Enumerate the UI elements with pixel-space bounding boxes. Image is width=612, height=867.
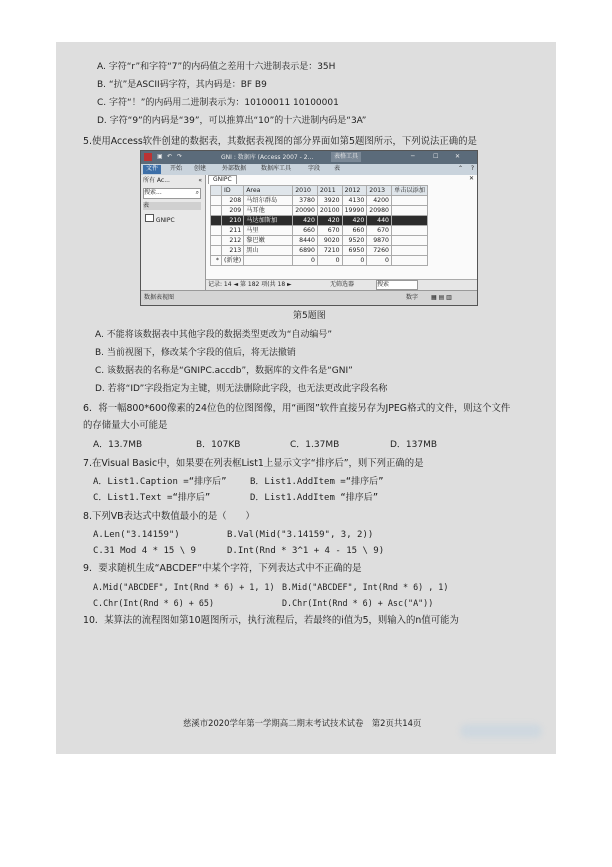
- q7-option-c: C．List1.Text =“排序后”: [93, 493, 211, 503]
- cell[interactable]: 6890: [293, 246, 318, 256]
- navigation-pane: [141, 175, 206, 290]
- question-5: 5.使用Access软件创建的数据表，其数据表视图的部分界面如第5题图所示，下列说法正确的是: [83, 136, 477, 147]
- close-table-icon[interactable]: ✕: [468, 175, 474, 182]
- maximize-icon[interactable]: ☐: [433, 153, 439, 160]
- cell[interactable]: 7210: [317, 246, 342, 256]
- column-header[interactable]: 2012: [342, 186, 367, 196]
- question-6: 6．将一幅800*600像素的24位色的位图图像，用“画图”软件直接另存为JPEG格式的文件，则这个文件: [83, 403, 511, 414]
- tab-database-tools[interactable]: 数据库工具: [261, 165, 292, 172]
- window-title: GNI : 数据库 (Access 2007 - 2...: [221, 154, 314, 161]
- cell[interactable]: 0: [317, 256, 342, 266]
- column-header[interactable]: ID: [222, 186, 244, 196]
- q7-option-d: D．List1.AddItem “排序后”: [250, 493, 379, 503]
- exam-page: [56, 42, 556, 754]
- q9-option-d: D.Chr(Int(Rnd * 6) + Asc("A")): [282, 598, 434, 608]
- redo-icon[interactable]: ↷: [177, 153, 183, 160]
- cell[interactable]: 0: [293, 256, 318, 266]
- nav-pane-toggle-icon[interactable]: «: [198, 177, 202, 184]
- cell[interactable]: 209: [222, 206, 244, 216]
- tab-home[interactable]: 开始: [170, 165, 183, 172]
- cell[interactable]: 马里: [244, 226, 293, 236]
- cell[interactable]: 660: [342, 226, 367, 236]
- cell[interactable]: 212: [222, 236, 244, 246]
- cell[interactable]: 马达加斯加: [244, 216, 293, 226]
- tab-table[interactable]: 表: [334, 165, 341, 172]
- cell[interactable]: 213: [222, 246, 244, 256]
- cell[interactable]: 420: [342, 216, 367, 226]
- cell[interactable]: 20100: [317, 206, 342, 216]
- figure-caption: 第5题图: [293, 311, 326, 321]
- option-d-line: D. 字符“9”的内码是“39”，可以推算出“10”的十六进制内码是“3A”: [97, 116, 367, 126]
- tab-create[interactable]: 创建: [194, 165, 207, 172]
- q7-option-a: A．List1.Caption =“排序后”: [93, 477, 227, 487]
- status-numlock-label: 数字: [406, 294, 419, 301]
- table-row[interactable]: [211, 206, 428, 216]
- cell[interactable]: 670: [367, 226, 392, 236]
- option-a-line: A. 字符“r”和字符“7”的内码值之差用十六进制表示是：35H: [97, 62, 336, 72]
- ribbon-collapse-icon[interactable]: ⌃: [457, 165, 463, 172]
- title-bar: [141, 151, 477, 164]
- cell[interactable]: 马绍尔群岛: [244, 196, 293, 206]
- cell[interactable]: 208: [222, 196, 244, 206]
- tab-external-data[interactable]: 外部数据: [222, 165, 247, 172]
- nav-search-placeholder: 搜索...: [144, 189, 162, 196]
- record-search-input[interactable]: 搜索: [376, 280, 418, 290]
- redacted-area: [460, 724, 542, 738]
- cell[interactable]: 9870: [367, 236, 392, 246]
- question-6-cont: 的存储量大小可能是: [83, 420, 168, 431]
- table-row[interactable]: [211, 226, 428, 236]
- cell[interactable]: 440: [367, 216, 392, 226]
- record-navigation-bar: [206, 279, 477, 290]
- access-app-icon: [144, 153, 152, 161]
- status-view-label: 数据表视图: [144, 294, 175, 301]
- cell[interactable]: 20980: [367, 206, 392, 216]
- option-c-line: C. 字符“！”的内码用二进制表示为：10100011 10100001: [97, 98, 339, 108]
- table-row[interactable]: [211, 196, 428, 206]
- cell[interactable]: 670: [317, 226, 342, 236]
- q8-option-b: B.Val(Mid("3.14159", 3, 2)): [227, 530, 374, 540]
- cell[interactable]: 马耳他: [244, 206, 293, 216]
- q6-option-c: C．1.37MB: [290, 440, 340, 450]
- status-bar: [141, 290, 477, 305]
- cell[interactable]: 19990: [342, 206, 367, 216]
- q6-option-d: D．137MB: [390, 440, 438, 450]
- column-header[interactable]: Area: [244, 186, 293, 196]
- q5-option-b: B. 当前视图下，修改某个字段的值后，将无法撤销: [95, 348, 296, 358]
- q5-option-a: A. 不能将该数据表中其他字段的数据类型更改为“自动编号”: [95, 330, 333, 340]
- option-b-line: B. “抗”是ASCII码字符，其内码是：BF B9: [97, 80, 267, 90]
- cell[interactable]: 420: [293, 216, 318, 226]
- q6-option-b: B．107KB: [196, 440, 241, 450]
- record-navigator[interactable]: 记录: 14 ◄ 第 182 项(共 18 ►: [208, 281, 292, 288]
- undo-icon[interactable]: ↶: [167, 153, 173, 160]
- nav-group-tables[interactable]: 表: [143, 202, 201, 210]
- cell[interactable]: 黎巴嫩: [244, 236, 293, 246]
- cell[interactable]: 9020: [317, 236, 342, 246]
- cell[interactable]: 660: [293, 226, 318, 236]
- q8-option-c: C.31 Mod 4 * 15 \ 9: [93, 546, 196, 556]
- table-icon: [145, 214, 154, 222]
- datasheet-area: [206, 175, 477, 290]
- question-8: 8.下列VB表达式中数值最小的是（ ）: [83, 511, 255, 522]
- q8-option-a: A.Len("3.14159"): [93, 530, 180, 540]
- cell[interactable]: 211: [222, 226, 244, 236]
- q5-option-c: C. 该数据表的名称是“GNIPC.accdb”，数据库的文件名是“GNI”: [95, 366, 353, 376]
- nav-search-input[interactable]: [143, 188, 201, 199]
- close-icon[interactable]: ✕: [455, 153, 461, 160]
- tab-fields[interactable]: 字段: [308, 165, 321, 172]
- tab-file[interactable]: 文件: [143, 165, 161, 174]
- question-9: 9．要求随机生成“ABCDEF”中某个字符，下列表达式中不正确的是: [83, 563, 362, 574]
- cell[interactable]: 8440: [293, 236, 318, 246]
- cell[interactable]: 3780: [293, 196, 318, 206]
- ribbon-tabs: [141, 164, 477, 175]
- cell[interactable]: 0: [342, 256, 367, 266]
- nav-item-label: GNIPC: [155, 217, 175, 224]
- question-10: 10．某算法的流程图如第10题图所示，执行流程后，若最终的i值为5，则输入的n值可能为: [83, 615, 459, 626]
- question-7: 7.在Visual Basic中，如果要在列表框List1上显示文字“排序后”，则下列正确的是: [83, 458, 424, 469]
- q6-option-a: A．13.7MB: [93, 440, 143, 450]
- help-icon[interactable]: ?: [470, 165, 474, 172]
- q7-option-b: B．List1.AddItem =“排序后”: [250, 477, 384, 487]
- q5-option-d: D. 若将“ID”字段指定为主键，则无法删除此字段，也无法更改此字段名称: [95, 384, 388, 394]
- nav-pane-header[interactable]: 所有 Ac...: [143, 177, 170, 184]
- cell[interactable]: 7260: [367, 246, 392, 256]
- cell[interactable]: 420: [317, 216, 342, 226]
- filter-indicator[interactable]: 无筛选器: [330, 281, 355, 288]
- q8-option-d: D.Int(Rnd * 3^1 + 4 - 15 \ 9): [227, 546, 385, 556]
- cell[interactable]: 20090: [293, 206, 318, 216]
- cell[interactable]: 6950: [342, 246, 367, 256]
- access-window-figure: [140, 150, 478, 306]
- object-tab-gnipc[interactable]: GNIPC: [208, 175, 237, 184]
- cell[interactable]: 4200: [367, 196, 392, 206]
- column-header[interactable]: 2010: [293, 186, 318, 196]
- add-column-header[interactable]: 单击以添加: [391, 186, 427, 196]
- cell[interactable]: 210: [222, 216, 244, 226]
- table-row[interactable]: [211, 236, 428, 246]
- cell[interactable]: 黑山: [244, 246, 293, 256]
- header-row: [211, 186, 428, 196]
- cell[interactable]: 3920: [317, 196, 342, 206]
- table-row[interactable]: [211, 246, 428, 256]
- minimize-icon[interactable]: ─: [411, 153, 415, 160]
- new-record-row[interactable]: * (新建) 0 0 0 0: [211, 256, 428, 266]
- q9-option-a: A.Mid("ABCDEF", Int(Rnd * 6) + 1, 1): [93, 582, 275, 592]
- q9-option-c: C.Chr(Int(Rnd * 6) + 65): [93, 598, 215, 608]
- column-header[interactable]: 2011: [317, 186, 342, 196]
- search-icon: ⌕: [195, 189, 199, 196]
- page-footer: 慈溪市2020学年第一学期高二期末考试技术试卷 第2页共14页: [183, 718, 422, 728]
- datasheet-table: [210, 185, 428, 266]
- cell[interactable]: 9520: [342, 236, 367, 246]
- view-switch-icons[interactable]: ▦ ▤ ▥: [431, 294, 452, 301]
- cell[interactable]: 0: [367, 256, 392, 266]
- q9-option-b: B.Mid("ABCDEF", Int(Rnd * 6) , 1): [282, 582, 449, 592]
- table-row-selected[interactable]: [211, 216, 428, 226]
- column-header[interactable]: 2013: [367, 186, 392, 196]
- nav-item-gnipc[interactable]: [145, 214, 175, 225]
- context-tab-label: 表格工具: [331, 152, 361, 162]
- cell[interactable]: (新建): [222, 256, 244, 266]
- save-icon[interactable]: ▣: [157, 153, 163, 160]
- cell[interactable]: 4130: [342, 196, 367, 206]
